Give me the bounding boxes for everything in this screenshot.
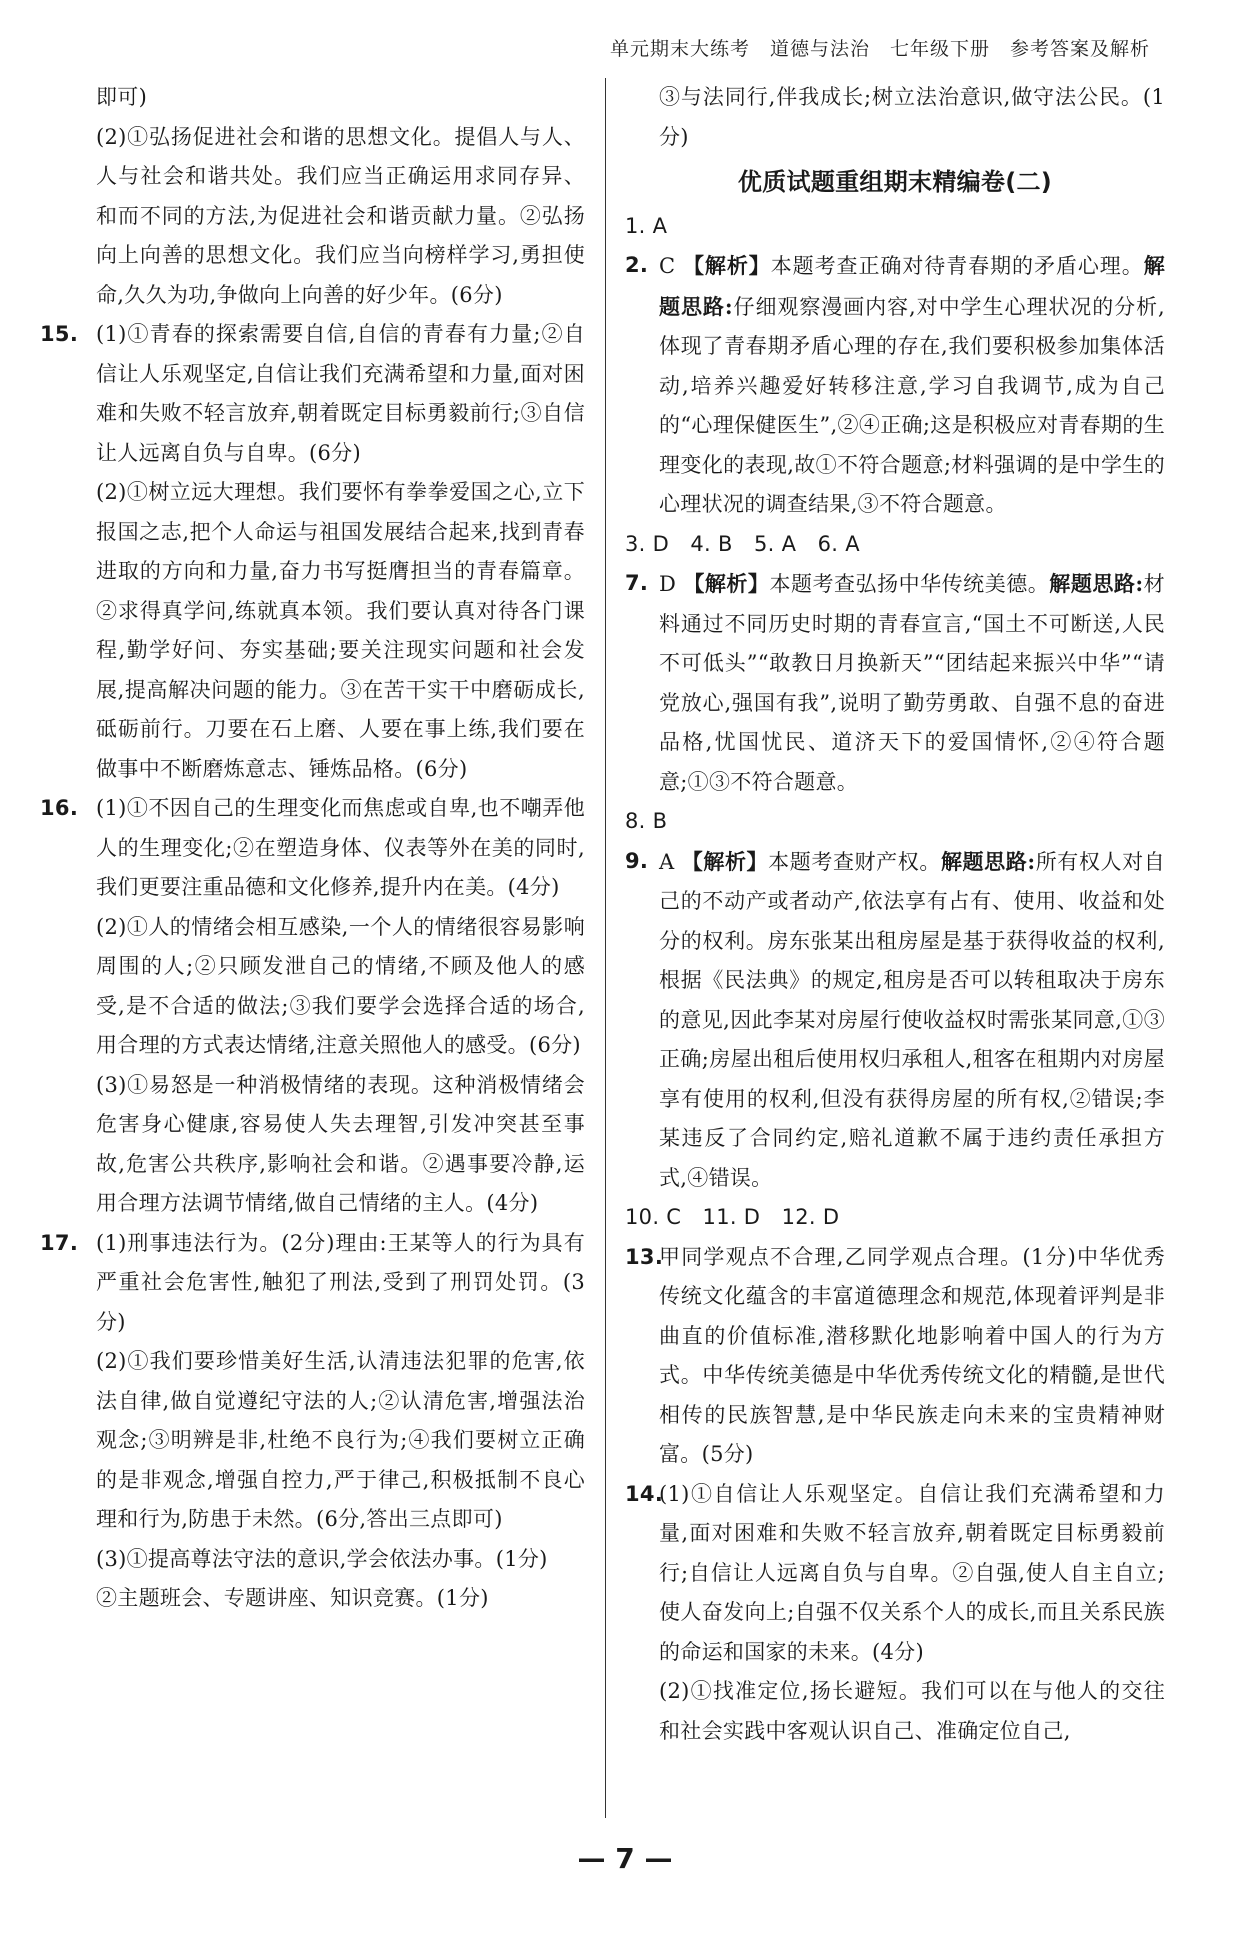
answer-text: (3)①易怒是一种消极情绪的表现。这种消极情绪会危害身心健康,容易使人失去理智,引发冲突甚至事故,危害公共秩序,影响社会和谐。②遇事要冷静,运用合理方法调节情绪,做自己情绪的主人。(4分) bbox=[96, 1072, 585, 1215]
question-number: 14. bbox=[625, 1481, 664, 1506]
answer-choice: A bbox=[659, 849, 675, 874]
answer-item-15 bbox=[40, 315, 585, 473]
question-number: 17. bbox=[40, 1230, 79, 1255]
analysis-tag: 【解析】 bbox=[681, 848, 769, 874]
answer-line: 3. D 4. B 5. A 6. A bbox=[625, 531, 860, 556]
answer-text: (2)①弘扬促进社会和谐的思想文化。提倡人与人、人与社会和谐共处。我们应当正确运用求同存异、和而不同的方法,为促进社会和谐贡献力量。②弘扬向上向善的思想文化。我们应当向榜样学习,勇担使命,久久为功,争做向上向善的好少年。(6分) bbox=[96, 124, 585, 307]
answer-text: ③与法同行,伴我成长;树立法治意识,做守法公民。(1分) bbox=[659, 85, 1165, 149]
answer-item-14 bbox=[625, 1475, 1165, 1673]
answer-choice: D bbox=[659, 572, 677, 596]
left-column bbox=[40, 78, 585, 1619]
answer-text: (1)刑事违法行为。(2分)理由:王某等人的行为具有严重社会危害性,触犯了刑法,受到了刑罚处罚。(3分) bbox=[96, 1230, 585, 1334]
question-number: 13. bbox=[625, 1244, 664, 1269]
answer-text: (2)①人的情绪会相互感染,一个人的情绪很容易影响周围的人;②只顾发泄自己的情绪,不顾及他人的感受,是不合适的做法;③我们要学会选择合适的场合,用合理的方式表达情绪,注意关照他人的感受。(6分) bbox=[96, 914, 585, 1057]
answer-line: 8. B bbox=[625, 809, 668, 833]
answer-choice: C bbox=[659, 254, 676, 278]
analysis-tag: 【解析】 bbox=[683, 253, 771, 278]
question-number: 16. bbox=[40, 796, 79, 820]
right-column bbox=[625, 78, 1165, 1751]
answer-item-13 bbox=[625, 1238, 1165, 1475]
answer-text: 材料通过不同历史时期的青春宣言,“国土不可断送,人民不可低头”“敢教日月换新天”“团结起来振兴中华”“请党放心,强国有我”,说明了勤劳勇敢、自强不息的奋进品格,忧国忧民、道济天下的爱国情怀,②④符合题意;①③不符合题意。 bbox=[659, 572, 1165, 794]
question-number: 7. bbox=[625, 571, 649, 595]
answer-item-9 bbox=[625, 842, 1165, 1199]
page-number: — 7 — bbox=[577, 1842, 673, 1875]
answer-item-16 bbox=[40, 789, 585, 908]
answer-line: 10. C 11. D 12. D bbox=[625, 1205, 840, 1229]
answer-item-2 bbox=[625, 246, 1165, 525]
answer-item-17 bbox=[40, 1224, 585, 1343]
running-header: 单元期末大练考 道德与法治 七年级下册 参考答案及解析 bbox=[609, 38, 1150, 60]
answer-text: (2)①我们要珍惜美好生活,认清违法犯罪的危害,依法自律,做自觉遵纪守法的人;②认清危害,增强法治观念;③明辨是非,杜绝不良行为;④我们要树立正确的是非观念,增强自控力,严于律己,积极抵制不良心理和行为,防患于未然。(6分,答出三点即可) bbox=[96, 1349, 585, 1531]
answer-text: (2)①树立远大理想。我们要怀有拳拳爱国之心,立下报国之志,把个人命运与祖国发展结合起来,找到青春进取的方向和力量,奋力书写挺膺担当的青春篇章。②求得真学问,练就真本领。我们要认真对待各门课程,勤学好问、夯实基础;要关注现实问题和社会发展,提高解决问题的能力。③在苦干实干中磨砺成长,砥砺前行。刀要在石上磨、人要在事上练,我们要在做事中不断磨炼意志、锤炼品格。(6分) bbox=[96, 480, 585, 781]
answer-text: 本题考查正确对待青春期的矛盾心理。 bbox=[770, 254, 1144, 278]
question-number: 15. bbox=[40, 322, 79, 346]
answer-text: (1)①不因自己的生理变化而焦虑或自卑,也不嘲弄他人的生理变化;②在塑造身体、仪表等外在美的同时,我们更要注重品德和文化修养,提升内在美。(4分) bbox=[96, 796, 585, 899]
answer-text: 本题考查弘扬中华传统美德。 bbox=[769, 572, 1050, 596]
question-number: 2. bbox=[625, 253, 649, 277]
analysis-tag: 【解析】 bbox=[683, 571, 770, 596]
answer-text: (1)①青春的探索需要自信,自信的青春有力量;②自信让人乐观坚定,自信让我们充满希望和力量,面对困难和失败不轻言放弃,朝着既定目标勇毅前行;③自信让人远离自负与自卑。(6分) bbox=[96, 322, 585, 465]
answer-text: (2)①找准定位,扬长避短。我们可以在与他人的交往和社会实践中客观认识自己、准确定位自己, bbox=[659, 1679, 1165, 1743]
answer-item-7 bbox=[625, 564, 1165, 802]
column-divider bbox=[605, 78, 606, 1818]
answer-text: (1)①自信让人乐观坚定。自信让我们充满希望和力量,面对困难和失败不轻言放弃,朝着既定目标勇毅前行;自信让人远离自负与自卑。②自强,使人自主自立;使人奋发向上;自强不仅关系个人的成长,而且关系民族的命运和国家的未来。(4分) bbox=[659, 1481, 1165, 1664]
answer-line: 1. A bbox=[625, 213, 668, 238]
answer-text: ②主题班会、专题讲座、知识竞赛。(1分) bbox=[96, 1586, 489, 1610]
solution-tag: 解题思路: bbox=[940, 848, 1036, 874]
question-number: 9. bbox=[625, 848, 649, 873]
answer-text: (3)①提高尊法守法的意识,学会依法办事。(1分) bbox=[96, 1546, 548, 1571]
answer-text: 本题考查财产权。 bbox=[768, 849, 941, 874]
answer-text: 甲同学观点不合理,乙同学观点合理。(1分)中华优秀传统文化蕴含的丰富道德理念和规范,体现着评判是非曲直的价值标准,潜移默化地影响着中国人的行为方式。中华传统美德是中华优秀传统文化的精髓,是世代相传的民族智慧,是中华民族走向未来的宝贵精神财富。(5分) bbox=[659, 1244, 1165, 1466]
answer-text: 所有权人对自己的不动产或者动产,依法享有占有、使用、收益和处分的权利。房东张某出租房屋是基于获得收益的权利,根据《民法典》的规定,租房是否可以转租取决于房东的意见,因此李某对房屋行使收益权时需张某同意,①③正确;房屋出租后使用权归承租人,租客在租期内对房屋享有使用的权利,但没有获得房屋的所有权,②错误;李某违反了合同约定,赔礼道歉不属于违约责任承担方式,④错误。 bbox=[659, 849, 1165, 1190]
answer-text: 即可) bbox=[96, 85, 148, 109]
answer-text: 仔细观察漫画内容,对中学生心理状况的分析,体现了青春期矛盾心理的存在,我们要积极参加集体活动,培养兴趣爱好转移注意,学习自我调节,成为自己的“心理保健医生”,②④正确;这是积极应对青春期的生理变化的表现,故①不符合题意;材料强调的是中学生的心理状况的调查结果,③不符合题意。 bbox=[659, 294, 1166, 516]
section-title: 优质试题重组期末精编卷(二) bbox=[737, 168, 1053, 196]
solution-tag: 解题思路: bbox=[1049, 571, 1144, 596]
solution-tag: 解题思路: bbox=[659, 253, 1165, 319]
